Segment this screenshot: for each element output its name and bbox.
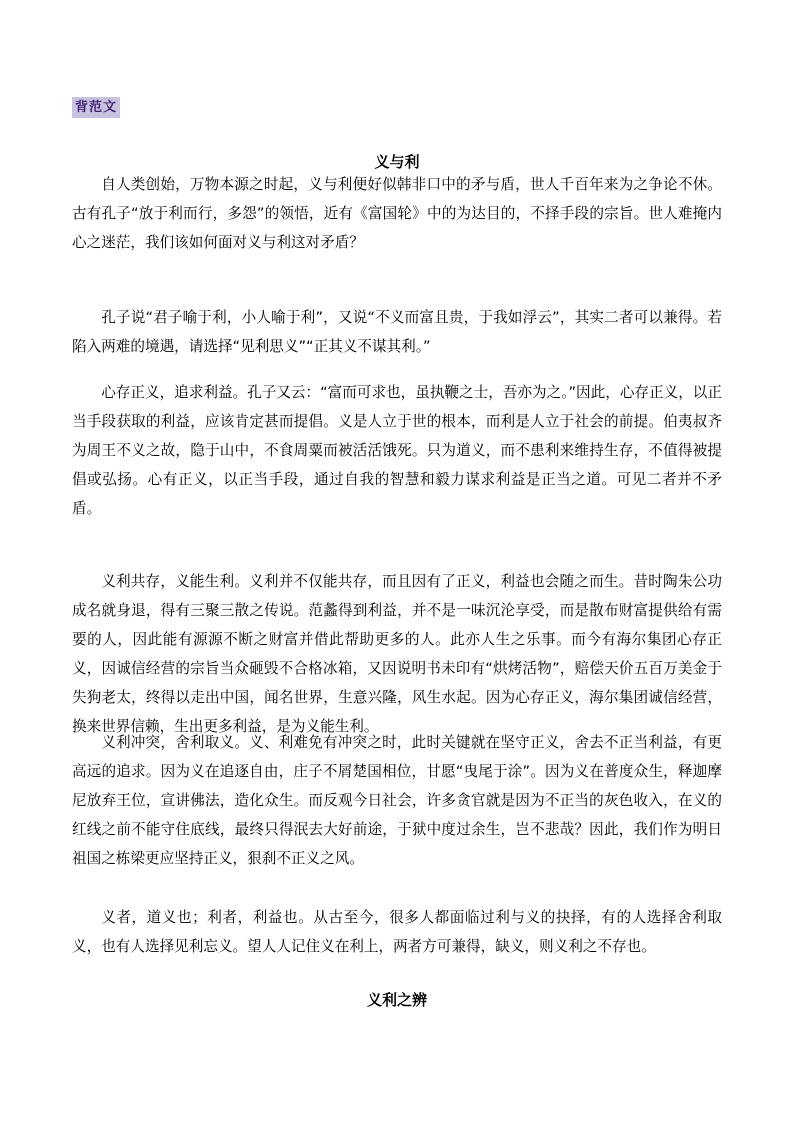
essay-paragraph: 孔子说“君子喻于利，小人喻于利”，又说“不义而富且贵，于我如浮云”，其实二者可以兼得。若陷入两难的境遇，请选择“见利思义”“正其义不谋其利。” [72,309,722,355]
essay-title: 义与利 [374,153,420,171]
next-essay-title: 义利之辨 [366,991,427,1009]
essay-paragraph: 心存正义，追求利益。孔子又云：“富而可求也，虽执鞭之士，吾亦为之。”因此，心存正义，以正当手段获取的利益，应该肯定甚而提倡。义是人立于世的根本，而利是人立于社会的前提。伯夷叔齐为周王不义之故，隐于山中，不食周粟而被活活饿死。只为道义，而不患利来维持生存，不值得被提倡或弘扬。心有正义，以正当手段，通过自我的智慧和毅力谋求利益是正当之道。可见二者并不矛盾。 [72,384,722,517]
essay-paragraph: 义者，道义也；利者，利益也。从古至今，很多人都面临过利与义的抉择，有的人选择舍利取义，也有人选择见利忘义。望人人记住义在利上，两者方可兼得，缺义，则义利之不存也。 [72,909,722,955]
essay-paragraph: 义利共存，义能生利。义利并不仅能共存，而且因有了正义，利益也会随之而生。昔时陶朱公功成名就身退，得有三聚三散之传说。范蠡得到利益，并不是一味沉沦享受，而是散布财富提供给有需要的人，因此能有源源不断之财富并借此帮助更多的人。此亦人生之乐事。而今有海尔集团心存正义，因诚信经营的宗旨当众砸毁不合格冰箱，又因说明书未印有“烘烤活物”，赔偿天价五百万美金于失狗老太，终得以走出中国，闻名世界，生意兴隆，风生水起。因为心存正义，海尔集团诚信经营，换来世界信赖，生出更多利益，是为义能生利。 [72,573,722,735]
essay-paragraph: 自人类创始，万物本源之时起，义与利便好似韩非口中的矛与盾，世人千百年来为之争论不休。古有孔子“放于利而行，多怨”的领悟，近有《富国轮》中的为达目的，不择手段的宗旨。世人难掩内心之迷茫，我们该如何面对义与利这对矛盾？ [72,176,722,251]
section-tag: 背范文 [72,97,120,118]
essay-paragraph: 义利冲突，舍利取义。义、利难免有冲突之时，此时关键就在坚守正义，舍去不正当利益，有更高远的追求。因为义在追逐自由，庄子不屑楚国相位，甘愿“曳尾于涂”。因为义在普度众生，释迦摩尼放弃王位，宣讲佛法，造化众生。而反观今日社会，许多贪官就是因为不正当的灰色收入，在义的红线之前不能守住底线，最终只得泯去大好前途，于狱中度过余生，岂不悲哉？因此，我们作为明日祖国之栋梁更应坚持正义，狠刹不正义之风。 [72,734,722,867]
